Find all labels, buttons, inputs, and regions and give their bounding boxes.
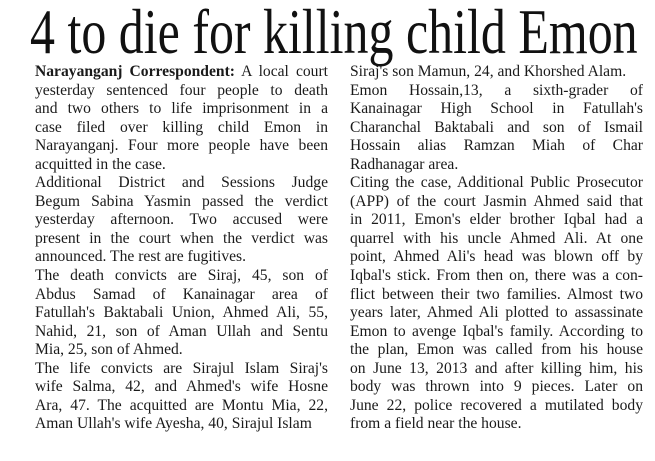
article-line: wife Salma, 42, and Ahmed's wife Hosne xyxy=(35,378,328,396)
article-line: present in the court when the verdict was xyxy=(35,229,328,247)
article-line: Ara, 47. The acquitted are Montu Mia, 22, xyxy=(35,396,328,414)
article-line: Hossain alias Ramzan Miah of Char xyxy=(350,137,643,155)
article-line: Narayanganj. Four more people have been xyxy=(35,137,328,155)
article-line xyxy=(35,63,328,82)
article-line: yesterday sentenced four people to death xyxy=(35,81,328,99)
article-line: The death convicts are Siraj, 45, son of xyxy=(35,267,328,285)
article-line: Iqbal's stick. From then on, there was a con- xyxy=(350,267,643,285)
headline: 4 to die for killing child Emon xyxy=(30,0,638,67)
article-line: Additional District and Sessions Judge xyxy=(35,174,328,192)
article-column-left xyxy=(35,63,328,434)
article-line: Nahid, 21, son of Aman Ullah and Sentu xyxy=(35,322,328,340)
byline: Narayanganj Correspondent: xyxy=(35,63,235,80)
article-line: years later, Ahmed Ali plotted to assassinate xyxy=(350,304,643,322)
article-line: the plan, Emon was called from his house xyxy=(350,341,643,359)
article-line: Begum Sabina Yasmin passed the verdict xyxy=(35,192,328,210)
article-line: Fatullah's Baktabali Union, Ahmed Ali, 55, xyxy=(35,304,328,322)
article-text: A local court xyxy=(241,63,328,80)
article-line: Citing the case, Additional Public Prosecutor xyxy=(350,174,643,192)
article-line: Kanainagar High School in Fatullah's xyxy=(350,100,643,118)
article-line: in 2011, Emon's elder brother Iqbal had a xyxy=(350,211,643,229)
article-line: and two others to life imprisonment in a xyxy=(35,100,328,118)
article-line: Emon to avenge Iqbal's family. According to xyxy=(350,322,643,340)
article-line: from a field near the house. xyxy=(350,415,522,433)
article-line: Emon Hossain,13, a sixth-grader of xyxy=(350,81,643,99)
article-column-right xyxy=(350,63,643,434)
article-line: body was thrown into 9 pieces. Later on xyxy=(350,378,643,396)
article-line: yesterday afternoon. Two accused were xyxy=(35,211,328,229)
article-line: flict between their two families. Almost two xyxy=(350,285,643,303)
article-line: on June 13, 2013 and after killing him, his xyxy=(350,359,643,377)
article-line: Aman Ullah's wife Ayesha, 40, Sirajul Islam xyxy=(35,415,312,433)
article-line: acquitted in the case. xyxy=(35,155,166,173)
article-line: June 22, police recovered a mutilated body xyxy=(350,396,643,414)
article-line: point, Ahmed Ali's head was blown off by xyxy=(350,248,643,266)
article-line: Charanchal Baktabali and son of Ismail xyxy=(350,118,643,136)
article-line: case filed over killing child Emon in xyxy=(35,118,328,136)
article-line: Mia, 25, son of Ahmed. xyxy=(35,341,183,359)
article-line: quarrel with his uncle Ahmed Ali. At one xyxy=(350,229,643,247)
article-line: Radhanagar area. xyxy=(350,155,459,173)
article-line: Siraj's son Mamun, 24, and Khorshed Alam. xyxy=(350,63,627,80)
article-line: The life convicts are Sirajul Islam Siraj's xyxy=(35,359,328,377)
article-line: Abdus Samad of Kanainagar area of xyxy=(35,285,328,303)
article-line: (APP) of the court Jasmin Ahmed said that xyxy=(350,192,643,210)
article-line: announced. The rest are fugitives. xyxy=(35,248,247,266)
